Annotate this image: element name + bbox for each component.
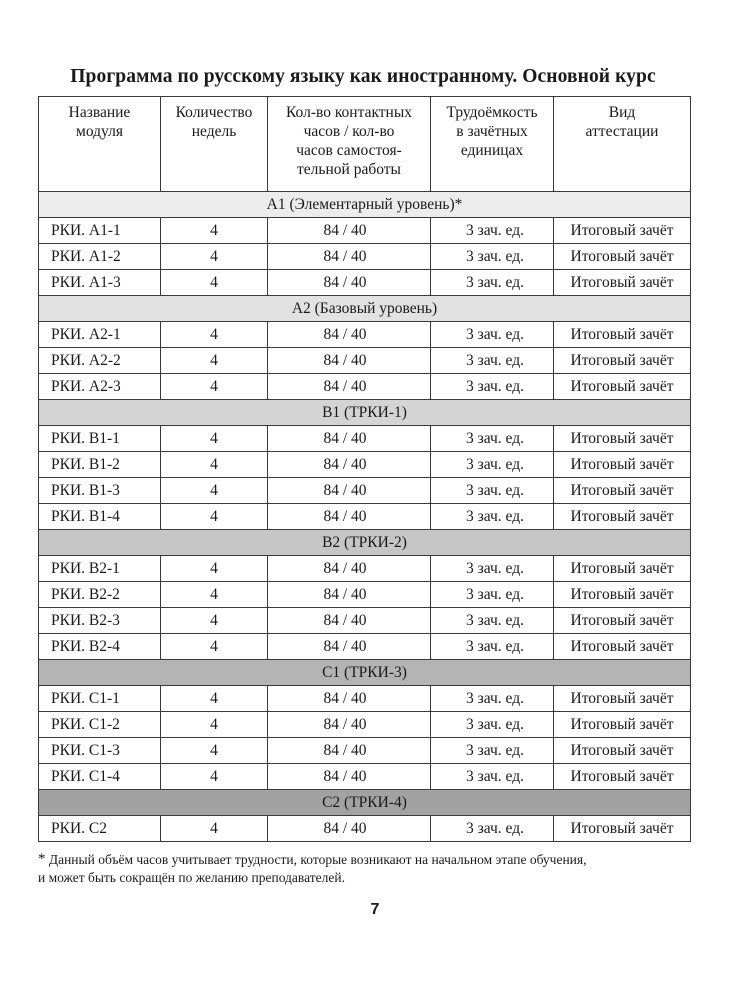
attestation-cell: Итоговый зачёт <box>554 712 691 738</box>
table-row <box>39 504 691 530</box>
attestation-cell: Итоговый зачёт <box>554 374 691 400</box>
credits-cell: 3 зач. ед. <box>431 504 554 530</box>
level-header-row <box>39 790 691 816</box>
table-row <box>39 270 691 296</box>
credits-cell: 3 зач. ед. <box>431 452 554 478</box>
table-row <box>39 634 691 660</box>
hours-cell: 84 / 40 <box>268 374 431 400</box>
page-number: 7 <box>370 901 380 918</box>
weeks-cell: 4 <box>161 218 268 244</box>
credits-cell: 3 зач. ед. <box>431 738 554 764</box>
hours-cell: 84 / 40 <box>268 738 431 764</box>
module-name-cell: РКИ. С1-2 <box>39 712 161 738</box>
attestation-cell: Итоговый зачёт <box>554 504 691 530</box>
table-row <box>39 764 691 790</box>
weeks-cell: 4 <box>161 556 268 582</box>
level-label: А2 (Базовый уровень) <box>39 296 691 322</box>
hours-cell: 84 / 40 <box>268 556 431 582</box>
table-row <box>39 374 691 400</box>
attestation-cell: Итоговый зачёт <box>554 738 691 764</box>
weeks-cell: 4 <box>161 608 268 634</box>
credits-cell: 3 зач. ед. <box>431 374 554 400</box>
level-header-row <box>39 530 691 556</box>
hours-cell: 84 / 40 <box>268 504 431 530</box>
header-weeks: Количество недель <box>161 97 268 192</box>
weeks-cell: 4 <box>161 348 268 374</box>
module-name-cell: РКИ. А1-1 <box>39 218 161 244</box>
weeks-cell: 4 <box>161 816 268 842</box>
weeks-cell: 4 <box>161 374 268 400</box>
credits-cell: 3 зач. ед. <box>431 556 554 582</box>
module-name-cell: РКИ. В1-4 <box>39 504 161 530</box>
table-row <box>39 218 691 244</box>
attestation-cell: Итоговый зачёт <box>554 816 691 842</box>
credits-cell: 3 зач. ед. <box>431 816 554 842</box>
module-name-cell: РКИ. А1-2 <box>39 244 161 270</box>
module-name-cell: РКИ. С2 <box>39 816 161 842</box>
weeks-cell: 4 <box>161 426 268 452</box>
level-header-row <box>39 296 691 322</box>
credits-cell: 3 зач. ед. <box>431 348 554 374</box>
credits-cell: 3 зач. ед. <box>431 582 554 608</box>
module-name-cell: РКИ. В1-3 <box>39 478 161 504</box>
page-title: Программа по русскому языку как иностранному. Основной курс <box>70 66 656 87</box>
hours-cell: 84 / 40 <box>268 322 431 348</box>
table-body <box>39 192 691 842</box>
header-row <box>39 97 691 192</box>
weeks-cell: 4 <box>161 322 268 348</box>
module-name-cell: РКИ. С1-4 <box>39 764 161 790</box>
table-row <box>39 426 691 452</box>
credits-cell: 3 зач. ед. <box>431 218 554 244</box>
weeks-cell: 4 <box>161 738 268 764</box>
module-name-cell: РКИ. А2-2 <box>39 348 161 374</box>
hours-cell: 84 / 40 <box>268 218 431 244</box>
weeks-cell: 4 <box>161 764 268 790</box>
table-row <box>39 582 691 608</box>
attestation-cell: Итоговый зачёт <box>554 452 691 478</box>
hours-cell: 84 / 40 <box>268 478 431 504</box>
attestation-cell: Итоговый зачёт <box>554 556 691 582</box>
credits-cell: 3 зач. ед. <box>431 686 554 712</box>
hours-cell: 84 / 40 <box>268 712 431 738</box>
attestation-cell: Итоговый зачёт <box>554 348 691 374</box>
credits-cell: 3 зач. ед. <box>431 608 554 634</box>
attestation-cell: Итоговый зачёт <box>554 634 691 660</box>
table-row <box>39 712 691 738</box>
hours-cell: 84 / 40 <box>268 426 431 452</box>
attestation-cell: Итоговый зачёт <box>554 244 691 270</box>
level-header-row <box>39 660 691 686</box>
table-row <box>39 478 691 504</box>
table-row <box>39 244 691 270</box>
attestation-cell: Итоговый зачёт <box>554 686 691 712</box>
weeks-cell: 4 <box>161 582 268 608</box>
attestation-cell: Итоговый зачёт <box>554 218 691 244</box>
credits-cell: 3 зач. ед. <box>431 478 554 504</box>
attestation-cell: Итоговый зачёт <box>554 582 691 608</box>
level-header-row <box>39 192 691 218</box>
hours-cell: 84 / 40 <box>268 686 431 712</box>
module-name-cell: РКИ. В1-2 <box>39 452 161 478</box>
footnote <box>38 850 698 887</box>
table-row <box>39 686 691 712</box>
weeks-cell: 4 <box>161 634 268 660</box>
hours-cell: 84 / 40 <box>268 816 431 842</box>
level-header-row <box>39 400 691 426</box>
credits-cell: 3 зач. ед. <box>431 270 554 296</box>
footnote-line-1: * Данный объём часов учитывает трудности, которые возникают на начальном этапе обучения, <box>38 851 587 867</box>
hours-cell: 84 / 40 <box>268 634 431 660</box>
module-name-cell: РКИ. В2-1 <box>39 556 161 582</box>
hours-cell: 84 / 40 <box>268 244 431 270</box>
module-name-cell: РКИ. С1-1 <box>39 686 161 712</box>
footnote-mark: * <box>38 851 46 867</box>
credits-cell: 3 зач. ед. <box>431 634 554 660</box>
weeks-cell: 4 <box>161 712 268 738</box>
hours-cell: 84 / 40 <box>268 348 431 374</box>
module-name-cell: РКИ. В2-3 <box>39 608 161 634</box>
module-name-cell: РКИ. С1-3 <box>39 738 161 764</box>
module-name-cell: РКИ. В1-1 <box>39 426 161 452</box>
level-label: А1 (Элементарный уровень)* <box>39 192 691 218</box>
attestation-cell: Итоговый зачёт <box>554 270 691 296</box>
hours-cell: 84 / 40 <box>268 270 431 296</box>
weeks-cell: 4 <box>161 686 268 712</box>
attestation-cell: Итоговый зачёт <box>554 608 691 634</box>
module-name-cell: РКИ. В2-4 <box>39 634 161 660</box>
weeks-cell: 4 <box>161 244 268 270</box>
table-row <box>39 452 691 478</box>
table-row <box>39 816 691 842</box>
module-name-cell: РКИ. А2-3 <box>39 374 161 400</box>
module-name-cell: РКИ. А2-1 <box>39 322 161 348</box>
credits-cell: 3 зач. ед. <box>431 244 554 270</box>
header-hours: Кол-во контактных часов / кол-во часов самостоя- тельной работы <box>268 97 431 192</box>
weeks-cell: 4 <box>161 452 268 478</box>
course-table <box>38 96 691 842</box>
level-label: С1 (ТРКИ-3) <box>39 660 691 686</box>
module-name-cell: РКИ. В2-2 <box>39 582 161 608</box>
footnote-line-2: и может быть сокращён по желанию преподавателей. <box>38 870 345 885</box>
table-row <box>39 608 691 634</box>
hours-cell: 84 / 40 <box>268 452 431 478</box>
hours-cell: 84 / 40 <box>268 764 431 790</box>
level-label: С2 (ТРКИ-4) <box>39 790 691 816</box>
credits-cell: 3 зач. ед. <box>431 426 554 452</box>
attestation-cell: Итоговый зачёт <box>554 478 691 504</box>
header-module-name: Название модуля <box>39 97 161 192</box>
weeks-cell: 4 <box>161 270 268 296</box>
level-label: В1 (ТРКИ-1) <box>39 400 691 426</box>
header-credits: Трудоёмкость в зачётных единицах <box>431 97 554 192</box>
hours-cell: 84 / 40 <box>268 608 431 634</box>
credits-cell: 3 зач. ед. <box>431 322 554 348</box>
hours-cell: 84 / 40 <box>268 582 431 608</box>
table-row <box>39 556 691 582</box>
attestation-cell: Итоговый зачёт <box>554 764 691 790</box>
header-attestation: Вид аттестации <box>554 97 691 192</box>
credits-cell: 3 зач. ед. <box>431 764 554 790</box>
attestation-cell: Итоговый зачёт <box>554 322 691 348</box>
credits-cell: 3 зач. ед. <box>431 712 554 738</box>
module-name-cell: РКИ. А1-3 <box>39 270 161 296</box>
weeks-cell: 4 <box>161 504 268 530</box>
table-row <box>39 738 691 764</box>
table-row <box>39 322 691 348</box>
level-label: В2 (ТРКИ-2) <box>39 530 691 556</box>
attestation-cell: Итоговый зачёт <box>554 426 691 452</box>
weeks-cell: 4 <box>161 478 268 504</box>
table-row <box>39 348 691 374</box>
